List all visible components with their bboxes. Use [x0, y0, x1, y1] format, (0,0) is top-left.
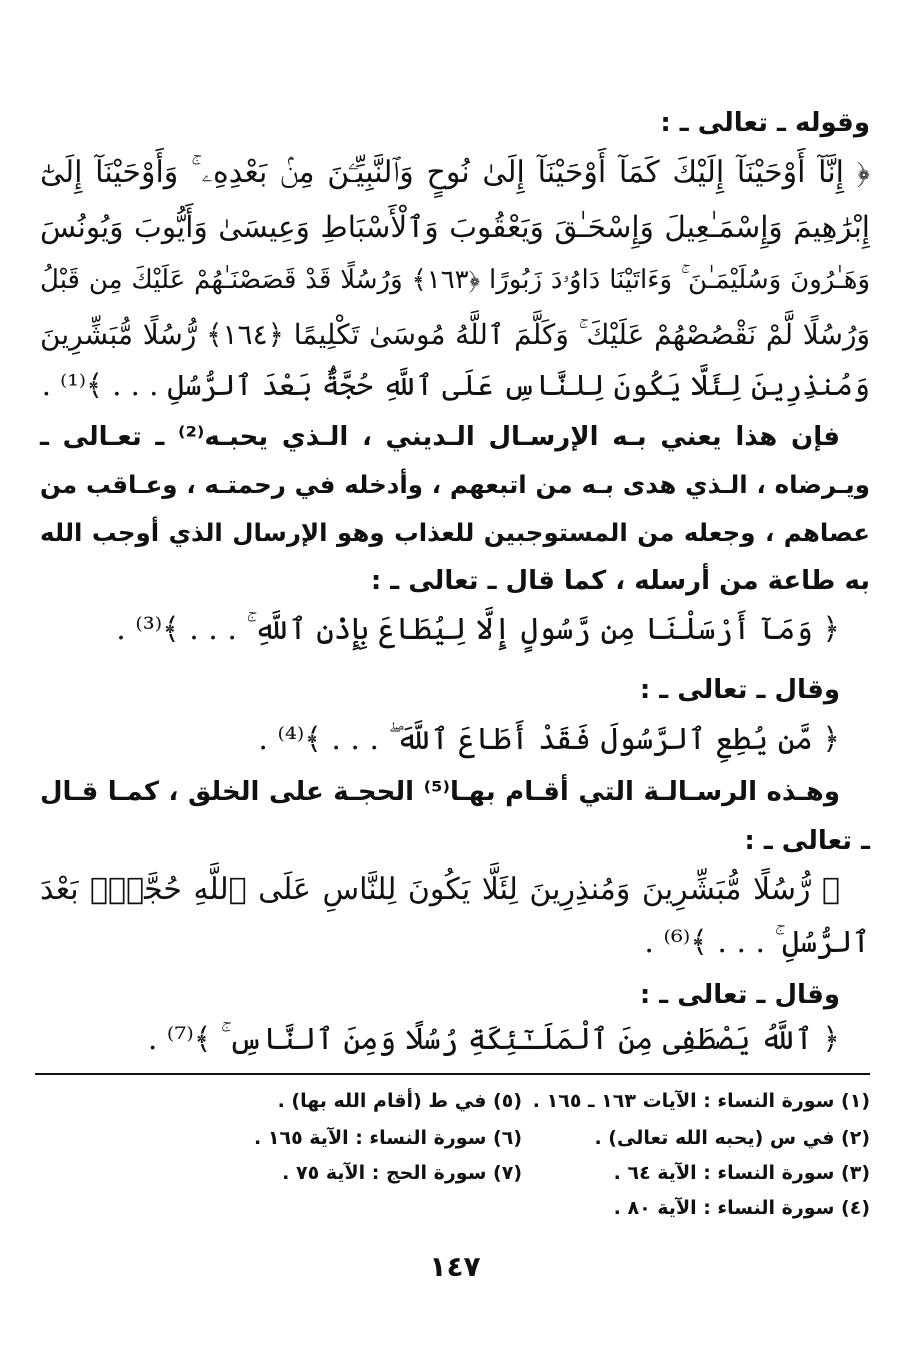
footnote-4-number: (٤): [841, 1197, 870, 1219]
footnote-1-text: سورة النساء : الآيات ١٦٣ ـ ١٦٥ .: [532, 1090, 835, 1112]
footnote-7-text: سورة الحج : الآية ٧٥ .: [282, 1162, 487, 1184]
paragraph-line-1: فإن هذا يعني بـه الإرسـال الـديني ، الـذي يحبـه⁽²⁾ ـ تعـالى ـ: [40, 422, 841, 452]
verse-line-4: وَرُسُلًا لَّمْ نَقْصُصْهُمْ عَلَيْكَ ۚ وَكَلَّمَ ٱللَّهُ مُوسَىٰ تَكْلِيمًا ﴿١٦٤﴾ رُّسُلًا مُّبَشِّرِينَ: [40, 318, 870, 351]
verse-quote-4: ﴿ مَّن يُطِعِ ٱلرَّسُولَ فَقَدْ أَطَاعَ ٱللَّهَ ۖ . . . ﴾⁽⁴⁾ .: [258, 722, 840, 757]
footnote-3: [614, 1162, 870, 1184]
footnote-7: [282, 1162, 522, 1184]
verse-quote-6-line-1: ﴿ رُّسُلًا مُّبَشِّرِينَ وَمُنذِرِينَ لِئَلَّا يَكُونَ لِلنَّاسِ عَلَى ٱللَّهِ حُجَّةٌۢ بَعْدَ: [40, 872, 840, 907]
footnote-1: [533, 1090, 870, 1112]
footnote-separator: [35, 1073, 870, 1075]
footnote-5-text: في ط (أقام الله بها) .: [277, 1090, 487, 1112]
page-number: ١٤٧: [429, 1250, 481, 1283]
footnote-3-number: (٣): [841, 1162, 870, 1184]
footnote-7-number: (٧): [493, 1162, 522, 1184]
footnote-6: [254, 1127, 522, 1149]
paragraph-line-3: عصاهم ، وجعله من المستوجبين للعذاب وهو الإرسال الذي أوجب الله: [40, 518, 870, 547]
footnote-4: [614, 1197, 870, 1219]
text-line-intro: وقوله ـ تعالى ـ :: [660, 108, 870, 138]
footnote-2: [594, 1127, 870, 1149]
paragraph-line-5: وهـذه الرسـالـة التي أقـام بهـا⁽⁵⁾ الحجـة على الخلق ، كمـا قـال: [40, 777, 840, 807]
footnote-4-text: سورة النساء : الآية ٨٠ .: [613, 1197, 835, 1219]
text-line-qala-1: وقال ـ تعالى ـ :: [639, 675, 840, 705]
verse-line-5: وَمُنذِرِينَ لِئَلَّا يَكُونَ لِلنَّاسِ عَلَى ٱللَّهِ حُجَّةٌۢ بَعْدَ ٱلرُّسُلِ . . . ﴾⁽¹⁾ .: [41, 368, 870, 402]
footnote-1-number: (١): [841, 1090, 870, 1112]
text-line-taala: ـ تعالى ـ :: [744, 826, 870, 856]
verse-quote-3: ﴿ وَمَآ أَرْسَلْنَا مِن رَّسُولٍ إِلَّا لِيُطَاعَ بِإِذْنِ ٱللَّهِ ۚ . . . ﴾⁽³⁾ .: [116, 612, 840, 647]
footnote-5-number: (٥): [493, 1090, 522, 1112]
paragraph-line-2: ويـرضاه ، الـذي هدى بـه من اتبعهم ، وأدخله في رحمتـه ، وعـاقب من: [40, 470, 870, 499]
footnote-2-text: في س (يحبه الله تعالى) .: [594, 1127, 835, 1149]
footnote-2-number: (٢): [841, 1127, 870, 1149]
footnote-3-text: سورة النساء : الآية ٦٤ .: [613, 1162, 835, 1184]
verse-quote-7: ﴿ ٱللَّهُ يَصْطَفِى مِنَ ٱلْمَلَـٰٓئِكَةِ رُسُلًا وَمِنَ ٱلنَّاسِ ۚ ﴾⁽⁷⁾ .: [147, 1022, 840, 1057]
footnote-6-text: سورة النساء : الآية ١٦٥ .: [254, 1127, 487, 1149]
verse-line-3: وَهَـٰرُونَ وَسُلَيْمَـٰنَ ۚ وَءَاتَيْنَا دَاوُۥدَ زَبُورًا ﴿١٦٣﴾ وَرُسُلًا قَدْ قَصَصْنَـٰهُمْ عَلَيْكَ مِن قَبْلُ: [40, 265, 870, 295]
paragraph-line-4: به طاعة من أرسله ، كما قال ـ تعالى ـ :: [370, 566, 870, 596]
text-line-qala-2: وقال ـ تعالى ـ :: [639, 980, 840, 1010]
footnote-5: [278, 1090, 522, 1112]
footnote-6-number: (٦): [493, 1127, 522, 1149]
verse-line-1: ﴿ إِنَّآ أَوْحَيْنَآ إِلَيْكَ كَمَآ أَوْحَيْنَآ إِلَىٰ نُوحٍ وَٱلنَّبِيِّـۧنَ مِنۢ بَعْدِهِۦ ۚ وَأَوْحَيْنَآ إِلَىٰٓ: [40, 155, 870, 190]
verse-line-2: إِبْرَٰهِيمَ وَإِسْمَـٰعِيلَ وَإِسْحَـٰقَ وَيَعْقُوبَ وَٱلْأَسْبَاطِ وَعِيسَىٰ وَأَيُّوبَ وَيُونُسَ: [40, 210, 870, 244]
verse-quote-6-line-2: ٱلرُّسُلِ ۚ . . . ﴾⁽⁶⁾ .: [644, 925, 870, 960]
